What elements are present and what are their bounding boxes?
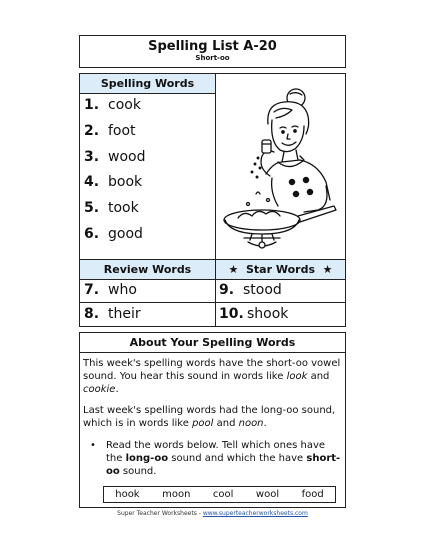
review-words-header: Review Words [80, 260, 216, 280]
spelling-word: wood [108, 149, 146, 165]
example-word: pool [192, 418, 214, 429]
chef-cooking-illustration [222, 82, 340, 254]
word-number: 10. [219, 306, 244, 322]
star-icon: ★ [322, 263, 333, 276]
word-number: 2. [84, 123, 100, 139]
page-subtitle: Short-oo [195, 54, 230, 62]
review-word: their [108, 306, 141, 322]
about-box [79, 332, 346, 508]
star-words-header [216, 260, 345, 280]
sound-term: long-oo [125, 453, 169, 464]
list-item [84, 279, 137, 301]
paragraph-long-oo [83, 404, 343, 430]
spelling-word: book [108, 174, 143, 190]
paragraph-text: This week's spelling words have the short-oo vowel sound. You hear this sound in words like [83, 358, 341, 382]
paragraph-text: and [213, 418, 239, 429]
list-item [219, 279, 282, 301]
word-number: 4. [84, 174, 100, 190]
star-word: shook [247, 306, 289, 322]
word-number: 8. [84, 306, 100, 322]
word-number: 9. [219, 282, 235, 298]
word-number: 6. [84, 226, 100, 242]
spelling-word: foot [108, 123, 136, 139]
word-number: 1. [84, 97, 100, 113]
sort-word: wool [255, 489, 280, 500]
star-word: stood [243, 282, 282, 298]
list-item [219, 303, 288, 325]
instruction-part: sound and which the have [168, 453, 307, 464]
list-item [84, 303, 141, 325]
list-item [84, 94, 141, 116]
sort-word: hook [115, 489, 140, 500]
spelling-word: good [108, 226, 143, 242]
word-list-box [79, 73, 346, 327]
title-box [79, 35, 346, 68]
sort-word-box [103, 486, 336, 503]
example-word: cookie [83, 384, 116, 395]
instruction-part: sound. [119, 466, 157, 477]
sort-word: cool [212, 489, 234, 500]
list-item [84, 171, 142, 193]
sort-word: moon [162, 489, 191, 500]
about-header: About Your Spelling Words [80, 333, 345, 353]
example-word: look [286, 371, 308, 382]
list-item [84, 223, 143, 245]
paragraph-text: . [263, 418, 267, 429]
paragraph-text: Last week's spelling words had the long-oo sound, which is in words like [83, 405, 336, 429]
spelling-words-header: Spelling Words [80, 74, 215, 94]
instruction-text [106, 439, 342, 478]
list-item [84, 120, 136, 142]
sort-word: food [301, 489, 324, 500]
page-title: Spelling List A-20 [148, 39, 277, 54]
review-word: who [108, 282, 137, 298]
sound-term: short-oo [106, 453, 341, 477]
bullet-icon: • [90, 440, 96, 451]
paragraph-text: . [115, 384, 119, 395]
word-number: 7. [84, 282, 100, 298]
list-item [84, 146, 145, 168]
footer-text: Super Teacher Worksheets - [117, 510, 203, 517]
spelling-word: took [108, 200, 139, 216]
paragraph-short-oo [83, 357, 343, 396]
example-word: noon [238, 418, 264, 429]
list-item [84, 197, 139, 219]
instruction-part: Read the words below. Tell which ones have the [106, 440, 326, 464]
paragraph-text: and [307, 371, 330, 382]
footer [0, 510, 425, 517]
word-number: 3. [84, 149, 100, 165]
star-icon: ★ [228, 263, 239, 276]
spelling-word: cook [108, 97, 141, 113]
star-words-label: Star Words [245, 263, 315, 276]
word-number: 5. [84, 200, 100, 216]
footer-link[interactable]: www.superteacherworksheets.com [202, 510, 308, 517]
